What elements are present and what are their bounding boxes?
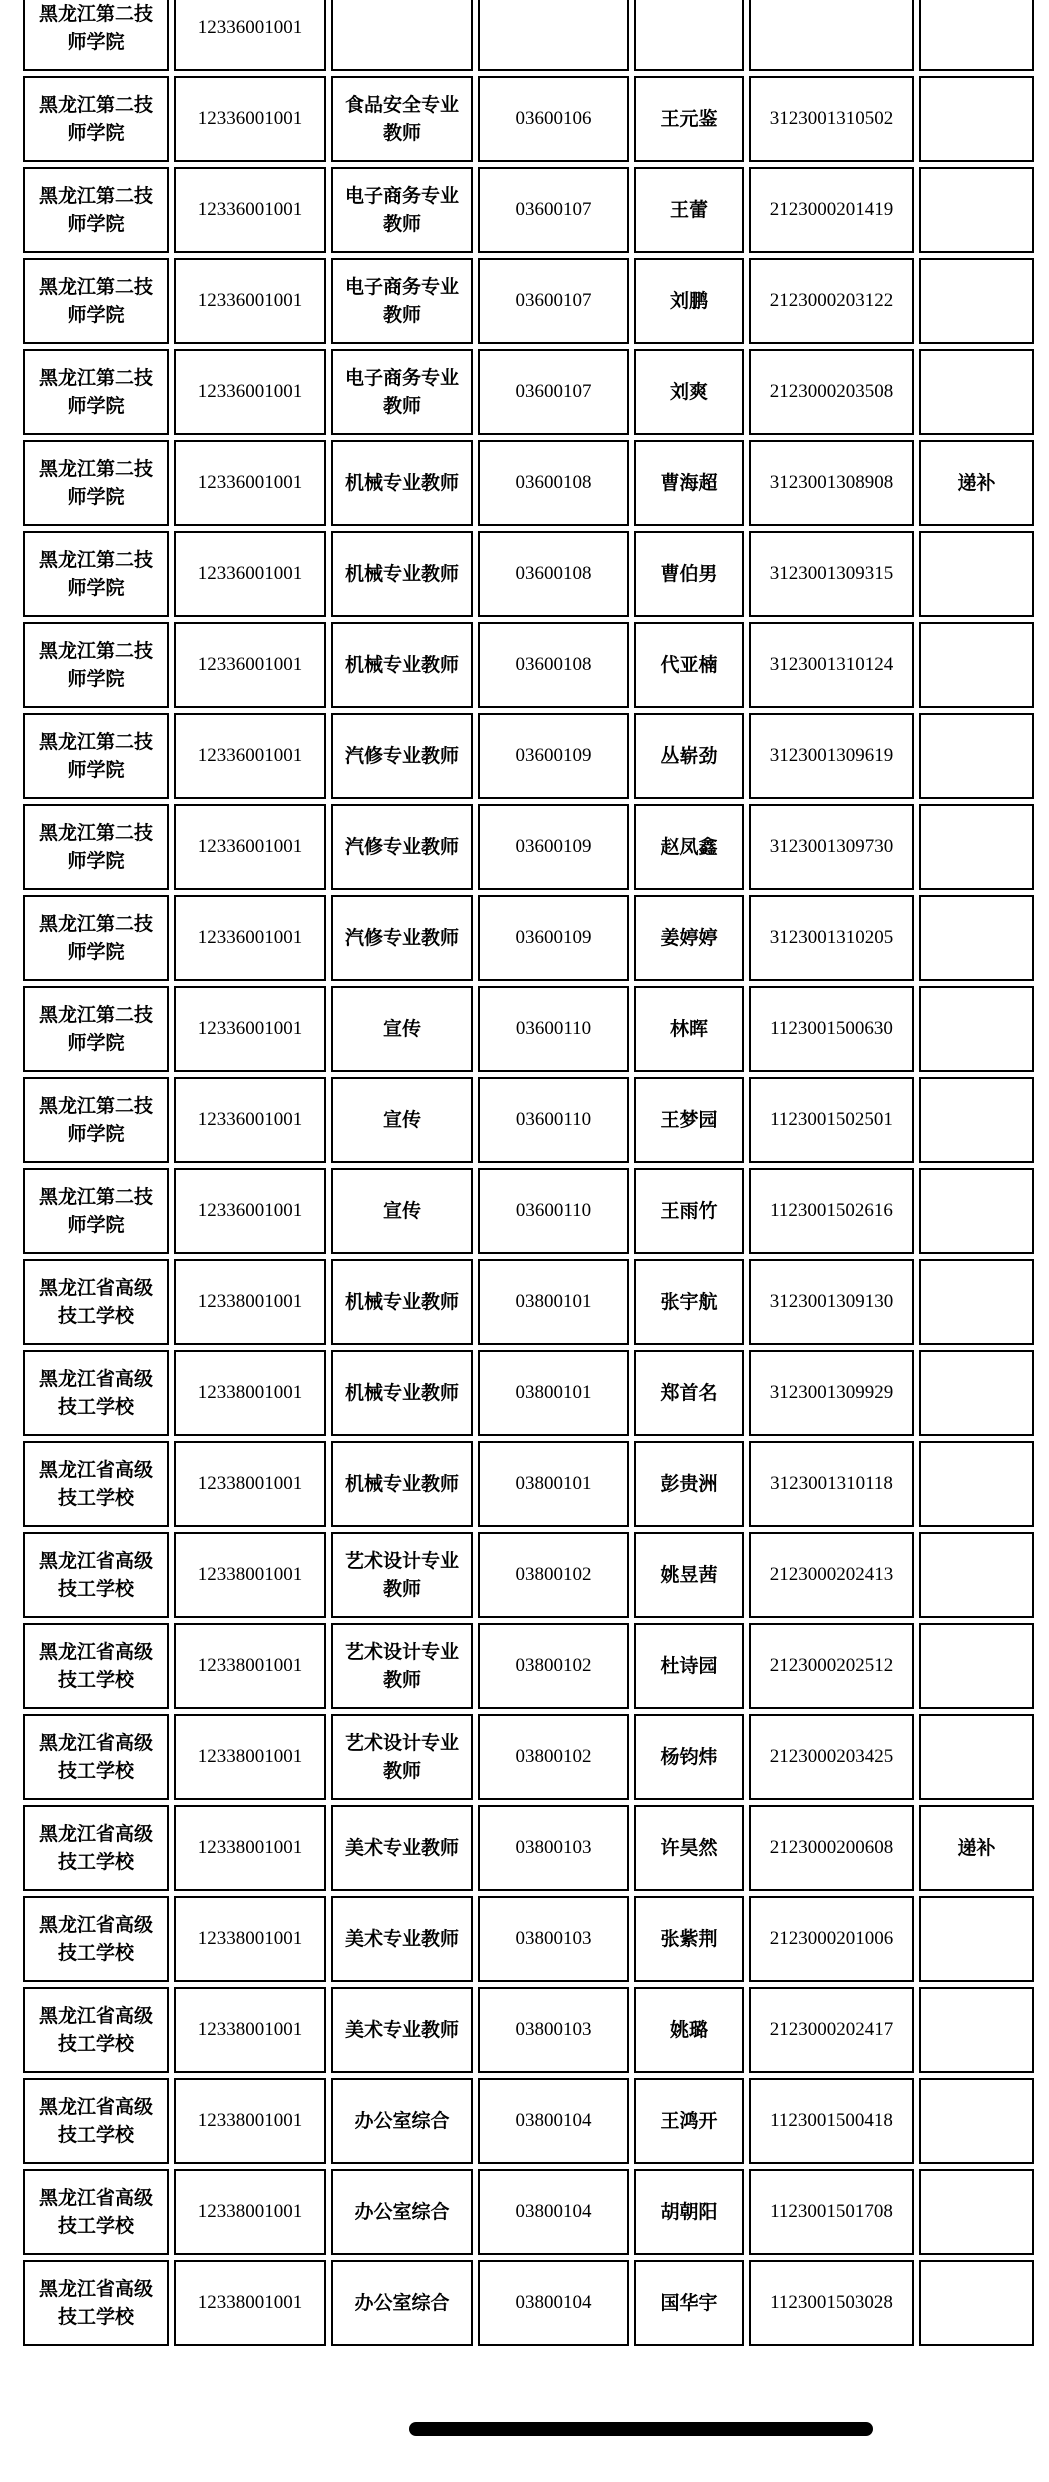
cell-unit: 黑龙江省高级技工学校 — [23, 2260, 169, 2346]
cell-exam-id: 1123001502501 — [749, 1077, 914, 1163]
cell-name: 代亚楠 — [634, 622, 744, 708]
cell-unit-code: 12336001001 — [174, 76, 326, 162]
cell-unit-code: 12336001001 — [174, 349, 326, 435]
cell-position-code: 03800104 — [478, 2169, 629, 2255]
cell-position: 机械专业教师 — [331, 1441, 473, 1527]
table-row — [23, 804, 1034, 890]
cell-position: 美术专业教师 — [331, 1896, 473, 1982]
cell-remark: 递补 — [919, 440, 1034, 526]
cell-remark — [919, 167, 1034, 253]
cell-position: 电子商务专业教师 — [331, 258, 473, 344]
cell-position: 艺术设计专业教师 — [331, 1532, 473, 1618]
cell-position: 食品安全专业教师 — [331, 76, 473, 162]
cell-unit-code: 12336001001 — [174, 713, 326, 799]
table-row — [23, 1896, 1034, 1982]
cell-exam-id: 3123001308908 — [749, 440, 914, 526]
cell-unit: 黑龙江第二技师学院 — [23, 0, 169, 71]
cell-name: 郑首名 — [634, 1350, 744, 1436]
cell-unit-code: 12338001001 — [174, 2078, 326, 2164]
cell-unit: 黑龙江省高级技工学校 — [23, 1623, 169, 1709]
cell-unit: 黑龙江第二技师学院 — [23, 349, 169, 435]
cell-name: 刘鹏 — [634, 258, 744, 344]
cell-name: 王梦园 — [634, 1077, 744, 1163]
cell-name: 杜诗园 — [634, 1623, 744, 1709]
cell-position: 艺术设计专业教师 — [331, 1714, 473, 1800]
cell-position — [331, 0, 473, 71]
cell-remark — [919, 531, 1034, 617]
cell-exam-id: 3123001310124 — [749, 622, 914, 708]
cell-name: 胡朝阳 — [634, 2169, 744, 2255]
cell-unit: 黑龙江第二技师学院 — [23, 1077, 169, 1163]
cell-unit: 黑龙江第二技师学院 — [23, 895, 169, 981]
cell-position: 办公室综合 — [331, 2078, 473, 2164]
cell-position-code: 03800101 — [478, 1350, 629, 1436]
table-row — [23, 1168, 1034, 1254]
cell-remark — [919, 258, 1034, 344]
cell-unit: 黑龙江第二技师学院 — [23, 1168, 169, 1254]
cell-exam-id: 1123001500418 — [749, 2078, 914, 2164]
cell-position-code: 03600108 — [478, 622, 629, 708]
cell-unit-code: 12336001001 — [174, 167, 326, 253]
cell-position: 美术专业教师 — [331, 1987, 473, 2073]
cell-name — [634, 0, 744, 71]
cell-position: 艺术设计专业教师 — [331, 1623, 473, 1709]
cell-name: 林晖 — [634, 986, 744, 1072]
cell-exam-id: 2123000201419 — [749, 167, 914, 253]
cell-position: 宣传 — [331, 1168, 473, 1254]
cell-name: 刘爽 — [634, 349, 744, 435]
cell-unit: 黑龙江第二技师学院 — [23, 76, 169, 162]
cell-remark: 递补 — [919, 1805, 1034, 1891]
table-row — [23, 895, 1034, 981]
cell-position: 办公室综合 — [331, 2169, 473, 2255]
cell-position: 机械专业教师 — [331, 440, 473, 526]
table-row — [23, 713, 1034, 799]
cell-exam-id: 2123000202417 — [749, 1987, 914, 2073]
cell-unit-code: 12336001001 — [174, 622, 326, 708]
table-row — [23, 1350, 1034, 1436]
cell-name: 赵凤鑫 — [634, 804, 744, 890]
cell-unit-code: 12336001001 — [174, 440, 326, 526]
table-row — [23, 1441, 1034, 1527]
cell-exam-id: 3123001309929 — [749, 1350, 914, 1436]
cell-name: 国华宇 — [634, 2260, 744, 2346]
cell-position-code: 03600109 — [478, 804, 629, 890]
table-row — [23, 1623, 1034, 1709]
cell-unit: 黑龙江省高级技工学校 — [23, 1805, 169, 1891]
cell-exam-id: 3123001310118 — [749, 1441, 914, 1527]
cell-position-code: 03600106 — [478, 76, 629, 162]
cell-position-code: 03800102 — [478, 1714, 629, 1800]
cell-position: 美术专业教师 — [331, 1805, 473, 1891]
cell-unit-code: 12338001001 — [174, 1259, 326, 1345]
cell-name: 曹伯男 — [634, 531, 744, 617]
cell-unit-code: 12338001001 — [174, 1441, 326, 1527]
cell-unit-code: 12338001001 — [174, 1532, 326, 1618]
cell-unit-code: 12336001001 — [174, 986, 326, 1072]
cell-name: 王元鉴 — [634, 76, 744, 162]
cell-position-code: 03800103 — [478, 1805, 629, 1891]
cell-position-code: 03600107 — [478, 349, 629, 435]
cell-unit: 黑龙江省高级技工学校 — [23, 1441, 169, 1527]
cell-name: 彭贵洲 — [634, 1441, 744, 1527]
cell-unit-code: 12338001001 — [174, 1805, 326, 1891]
cell-remark — [919, 1532, 1034, 1618]
cell-position-code: 03800104 — [478, 2078, 629, 2164]
cell-unit-code: 12338001001 — [174, 1987, 326, 2073]
cell-unit: 黑龙江第二技师学院 — [23, 622, 169, 708]
cell-position: 机械专业教师 — [331, 1350, 473, 1436]
cell-remark — [919, 622, 1034, 708]
cell-exam-id: 1123001503028 — [749, 2260, 914, 2346]
cell-remark — [919, 1623, 1034, 1709]
cell-unit: 黑龙江第二技师学院 — [23, 258, 169, 344]
table-row — [23, 0, 1034, 71]
cell-unit: 黑龙江第二技师学院 — [23, 167, 169, 253]
cell-name: 丛崭劲 — [634, 713, 744, 799]
cell-name: 张宇航 — [634, 1259, 744, 1345]
cell-position-code: 03600110 — [478, 1168, 629, 1254]
cell-name: 许昊然 — [634, 1805, 744, 1891]
cell-position-code: 03800101 — [478, 1259, 629, 1345]
cell-remark — [919, 1168, 1034, 1254]
cell-unit: 黑龙江省高级技工学校 — [23, 1896, 169, 1982]
table-body — [23, 0, 1034, 2346]
cell-exam-id: 3123001310205 — [749, 895, 914, 981]
cell-position: 机械专业教师 — [331, 1259, 473, 1345]
table-row — [23, 531, 1034, 617]
cell-unit: 黑龙江省高级技工学校 — [23, 1987, 169, 2073]
cell-remark — [919, 0, 1034, 71]
cell-name: 王雨竹 — [634, 1168, 744, 1254]
cell-unit-code: 12336001001 — [174, 804, 326, 890]
cell-remark — [919, 2169, 1034, 2255]
cell-name: 姜婷婷 — [634, 895, 744, 981]
cell-unit: 黑龙江省高级技工学校 — [23, 2169, 169, 2255]
cell-remark — [919, 804, 1034, 890]
cell-name: 曹海超 — [634, 440, 744, 526]
cell-exam-id: 3123001309315 — [749, 531, 914, 617]
cell-exam-id: 3123001309130 — [749, 1259, 914, 1345]
cell-position: 机械专业教师 — [331, 622, 473, 708]
cell-position-code: 03600109 — [478, 713, 629, 799]
cell-remark — [919, 986, 1034, 1072]
cell-position-code: 03600108 — [478, 531, 629, 617]
cell-unit: 黑龙江省高级技工学校 — [23, 1714, 169, 1800]
cell-unit: 黑龙江第二技师学院 — [23, 531, 169, 617]
cell-remark — [919, 1077, 1034, 1163]
cell-remark — [919, 1896, 1034, 1982]
cell-unit-code: 12336001001 — [174, 1077, 326, 1163]
table-row — [23, 1714, 1034, 1800]
cell-name: 姚璐 — [634, 1987, 744, 2073]
cell-position-code — [478, 0, 629, 71]
cell-unit: 黑龙江第二技师学院 — [23, 713, 169, 799]
cell-exam-id: 2123000203508 — [749, 349, 914, 435]
cell-exam-id: 2123000200608 — [749, 1805, 914, 1891]
table-row — [23, 1532, 1034, 1618]
cell-position-code: 03600110 — [478, 986, 629, 1072]
cell-name: 张紫荆 — [634, 1896, 744, 1982]
cell-remark — [919, 2078, 1034, 2164]
cell-position: 电子商务专业教师 — [331, 349, 473, 435]
cell-unit-code: 12336001001 — [174, 0, 326, 71]
cell-unit: 黑龙江省高级技工学校 — [23, 1532, 169, 1618]
cell-unit: 黑龙江省高级技工学校 — [23, 2078, 169, 2164]
cell-remark — [919, 713, 1034, 799]
cell-remark — [919, 1987, 1034, 2073]
cell-remark — [919, 1259, 1034, 1345]
cell-remark — [919, 1714, 1034, 1800]
cell-unit-code: 12338001001 — [174, 2169, 326, 2255]
cell-position-code: 03800101 — [478, 1441, 629, 1527]
cell-unit: 黑龙江第二技师学院 — [23, 440, 169, 526]
cell-unit-code: 12336001001 — [174, 895, 326, 981]
table-row — [23, 1259, 1034, 1345]
cell-unit-code: 12338001001 — [174, 1350, 326, 1436]
cell-position: 宣传 — [331, 986, 473, 1072]
cell-unit: 黑龙江省高级技工学校 — [23, 1350, 169, 1436]
cell-position: 办公室综合 — [331, 2260, 473, 2346]
cell-exam-id: 1123001500630 — [749, 986, 914, 1072]
cell-unit: 黑龙江第二技师学院 — [23, 804, 169, 890]
cell-position-code: 03800102 — [478, 1532, 629, 1618]
cell-exam-id: 1123001501708 — [749, 2169, 914, 2255]
cell-name: 王鸿开 — [634, 2078, 744, 2164]
cell-unit-code: 12336001001 — [174, 1168, 326, 1254]
cell-unit: 黑龙江省高级技工学校 — [23, 1259, 169, 1345]
table-row — [23, 76, 1034, 162]
cell-remark — [919, 1350, 1034, 1436]
cell-position-code: 03600110 — [478, 1077, 629, 1163]
cell-exam-id: 3123001309619 — [749, 713, 914, 799]
cell-name: 姚昱茜 — [634, 1532, 744, 1618]
cell-position: 电子商务专业教师 — [331, 167, 473, 253]
cell-position: 汽修专业教师 — [331, 804, 473, 890]
cell-position-code: 03800102 — [478, 1623, 629, 1709]
cell-remark — [919, 1441, 1034, 1527]
cell-exam-id: 2123000201006 — [749, 1896, 914, 1982]
cell-position: 汽修专业教师 — [331, 895, 473, 981]
cell-unit-code: 12338001001 — [174, 2260, 326, 2346]
cell-exam-id: 1123001502616 — [749, 1168, 914, 1254]
cell-exam-id: 2123000203425 — [749, 1714, 914, 1800]
table-row — [23, 1987, 1034, 2073]
cell-exam-id: 2123000202413 — [749, 1532, 914, 1618]
cell-remark — [919, 76, 1034, 162]
table-row — [23, 1805, 1034, 1891]
cell-name: 杨钧炜 — [634, 1714, 744, 1800]
cell-position-code: 03600107 — [478, 258, 629, 344]
cell-unit-code: 12338001001 — [174, 1896, 326, 1982]
table-row — [23, 440, 1034, 526]
cell-unit-code: 12336001001 — [174, 531, 326, 617]
cell-position-code: 03600107 — [478, 167, 629, 253]
cell-exam-id: 2123000203122 — [749, 258, 914, 344]
table-row — [23, 167, 1034, 253]
cell-position-code: 03600109 — [478, 895, 629, 981]
cell-position-code: 03800103 — [478, 1987, 629, 2073]
cell-exam-id: 2123000202512 — [749, 1623, 914, 1709]
cell-position: 机械专业教师 — [331, 531, 473, 617]
results-table — [18, 0, 1039, 2351]
table-row — [23, 349, 1034, 435]
cell-remark — [919, 349, 1034, 435]
cell-unit-code: 12338001001 — [174, 1623, 326, 1709]
cell-position: 宣传 — [331, 1077, 473, 1163]
cell-exam-id: 3123001310502 — [749, 76, 914, 162]
cell-exam-id: 3123001309730 — [749, 804, 914, 890]
cell-position-code: 03600108 — [478, 440, 629, 526]
cell-position-code: 03800104 — [478, 2260, 629, 2346]
table-row — [23, 1077, 1034, 1163]
cell-remark — [919, 895, 1034, 981]
table-row — [23, 622, 1034, 708]
cell-exam-id — [749, 0, 914, 71]
cell-unit-code: 12336001001 — [174, 258, 326, 344]
table-row — [23, 2078, 1034, 2164]
table-row — [23, 258, 1034, 344]
cell-position: 汽修专业教师 — [331, 713, 473, 799]
cell-position-code: 03800103 — [478, 1896, 629, 1982]
cell-name: 王蕾 — [634, 167, 744, 253]
cell-unit-code: 12338001001 — [174, 1714, 326, 1800]
home-indicator-bar[interactable] — [409, 2422, 873, 2436]
cell-unit: 黑龙江第二技师学院 — [23, 986, 169, 1072]
cell-remark — [919, 2260, 1034, 2346]
table-row — [23, 2169, 1034, 2255]
results-table-container — [18, 0, 1034, 2351]
table-row — [23, 2260, 1034, 2346]
table-row — [23, 986, 1034, 1072]
